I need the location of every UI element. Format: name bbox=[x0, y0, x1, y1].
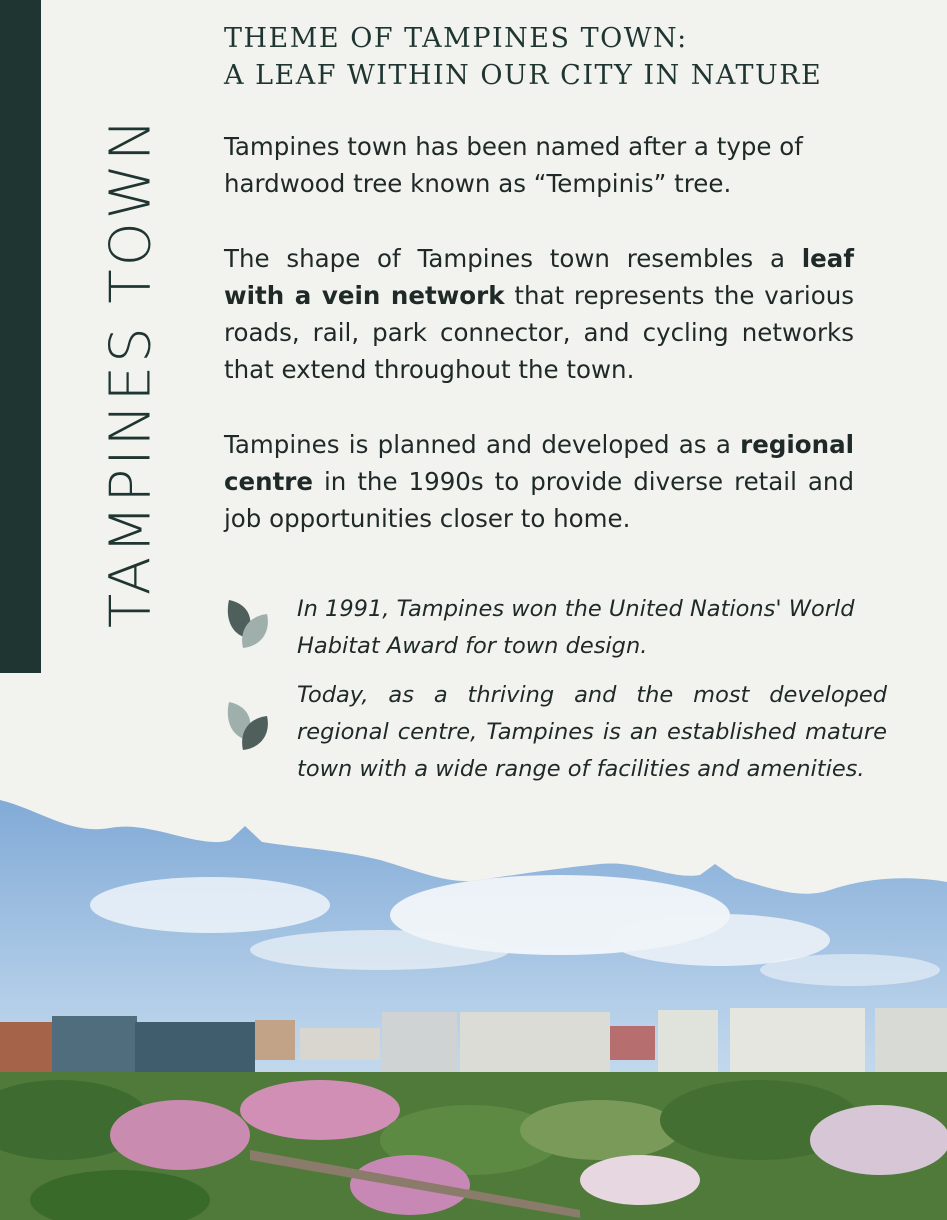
note-habitat-award: In 1991, Tampines won the United Nations' World Habitat Award for town design. bbox=[297, 596, 855, 659]
bold-text: regional centre bbox=[224, 430, 854, 496]
paragraph-text: The shape of Tampines town resembles a bbox=[224, 244, 802, 273]
paragraph-name-origin: Tampines town has been named after a type of hardwood tree known as “Tempinis” tree. bbox=[224, 132, 803, 198]
vertical-title: TAMPINES TOWN bbox=[98, 116, 164, 628]
paragraph-regional-centre bbox=[224, 426, 854, 537]
leaf-icon bbox=[225, 598, 271, 650]
bold-text: leaf with a vein network bbox=[224, 244, 854, 310]
paragraph-text: in the 1990s to provide diverse retail and job opportunities closer to home. bbox=[224, 467, 854, 533]
heading-line-2: A LEAF WITHIN OUR CITY IN NATURE bbox=[224, 60, 823, 91]
paragraph-leaf-shape bbox=[224, 240, 854, 388]
paragraph-text: Tampines is planned and developed as a bbox=[224, 430, 741, 459]
sidebar-bar bbox=[0, 0, 41, 673]
page-heading bbox=[224, 20, 904, 94]
note-mature-town: Today, as a thriving and the most developed regional centre, Tampines is an established mature town with a wide range of facilities and amenities. bbox=[297, 682, 887, 782]
heading-line-1: THEME OF TAMPINES TOWN: bbox=[224, 23, 688, 54]
leaf-icon bbox=[225, 700, 271, 752]
paragraph-text: that represents the various roads, rail, park connector, and cycling networks that extend throughout the town. bbox=[224, 281, 854, 384]
town-landscape-photo bbox=[0, 790, 947, 1220]
